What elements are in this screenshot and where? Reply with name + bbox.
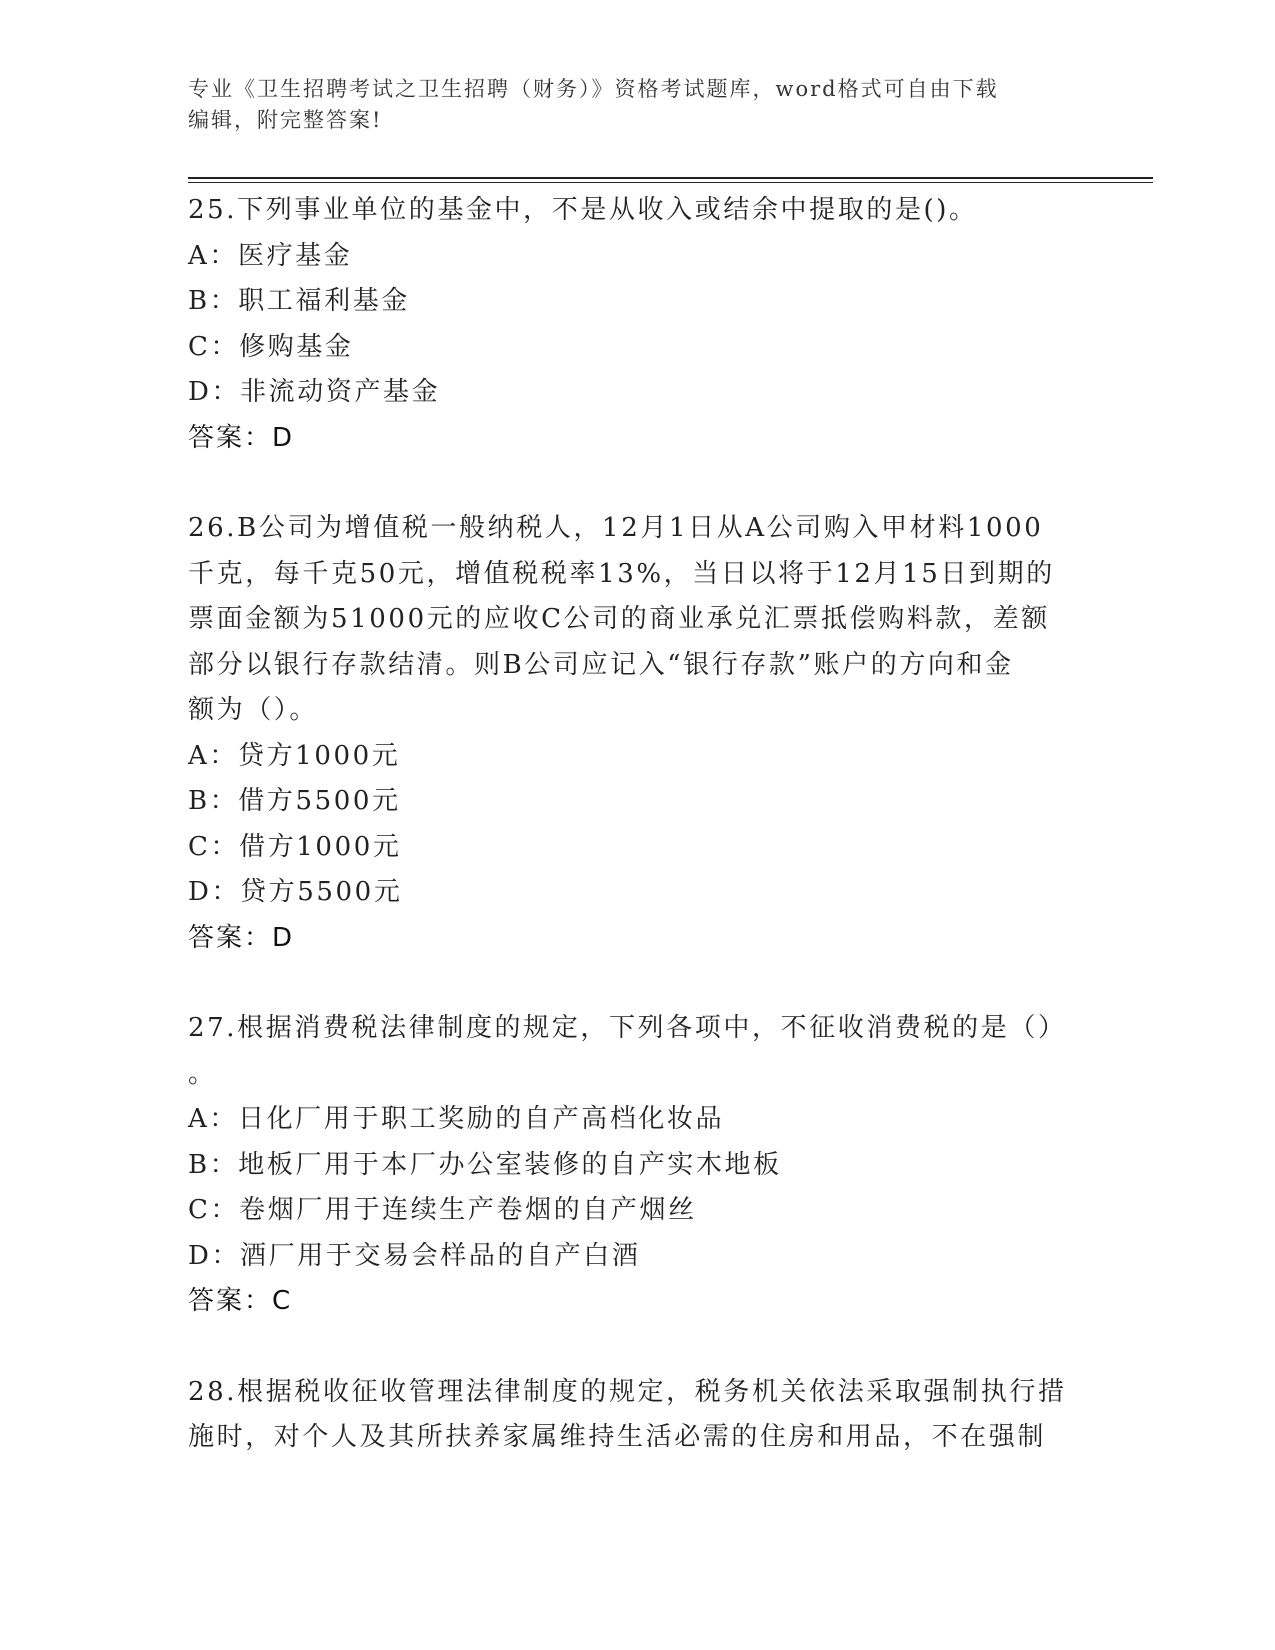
answer-line: 答案：C <box>188 1286 293 1316</box>
option-a: A：医疗基金 <box>188 240 353 271</box>
question-text-line: 28.根据税收征收管理法律制度的规定，税务机关依法采取强制执行措 <box>188 1376 1067 1407</box>
option-a: A：日化厂用于职工奖励的自产高档化妆品 <box>188 1104 725 1134</box>
document-header <box>188 74 1068 136</box>
option-d: D：非流动资产基金 <box>188 377 441 407</box>
header-line: 专业《卫生招聘考试之卫生招聘（财务）》资格考试题库，word格式可自由下载 <box>188 77 999 101</box>
option-d: D：酒厂用于交易会样品的自产白酒 <box>188 1240 641 1271</box>
question-text-line: 施时，对个人及其所扶养家属维持生活必需的住房和用品，不在强制 <box>188 1422 1047 1452</box>
header-line: 编辑，附完整答案! <box>188 108 383 132</box>
question-text-line: 26.B公司为增值税一般纳税人，12月1日从A公司购入甲材料1000 <box>188 513 1044 543</box>
option-b: B：地板厂用于本厂办公室装修的自产实木地板 <box>188 1149 782 1180</box>
question-text-line: 额为（）。 <box>188 695 319 725</box>
option-d: D：贷方5500元 <box>188 877 403 907</box>
option-c: C：修购基金 <box>188 331 354 362</box>
question-text-line: 。 <box>188 1058 217 1089</box>
option-a: A：贷方1000元 <box>188 740 401 771</box>
question-28 <box>188 1370 1088 1461</box>
question-text-line: 25.下列事业单位的基金中，不是从收入或结余中提取的是()。 <box>188 195 978 225</box>
header-divider-thin <box>188 182 1153 183</box>
question-list <box>188 188 1088 1506</box>
option-b: B：职工福利基金 <box>188 286 410 316</box>
question-25 <box>188 188 1088 461</box>
option-b: B：借方5500元 <box>188 786 401 816</box>
option-c: C：卷烟厂用于连续生产卷烟的自产烟丝 <box>188 1195 697 1225</box>
option-c: C：借方1000元 <box>188 831 402 862</box>
answer-line: 答案：D <box>188 422 295 453</box>
question-text-line: 27.根据消费税法律制度的规定，下列各项中，不征收消费税的是（） <box>188 1013 1067 1043</box>
question-text-line: 票面金额为51000元的应收C公司的商业承兑汇票抵偿购料款，差额 <box>188 604 1050 634</box>
answer-line: 答案：D <box>188 922 295 953</box>
header-divider <box>188 177 1153 179</box>
question-26 <box>188 506 1088 961</box>
question-text-line: 千克，每千克50元，增值税税率13%，当日以将于12月15日到期的 <box>188 558 1055 589</box>
question-text-line: 部分以银行存款结清。则B公司应记入“银行存款”账户的方向和金 <box>188 649 1014 680</box>
question-27 <box>188 1006 1088 1325</box>
